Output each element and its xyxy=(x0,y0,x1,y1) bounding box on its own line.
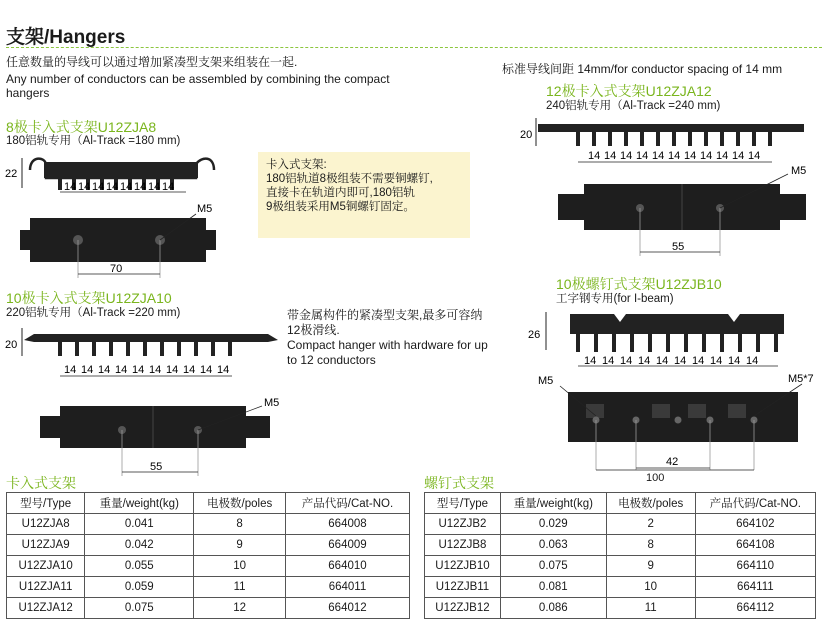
column-header: 电极数/poles xyxy=(606,493,695,514)
zja10-pitch-label: 14 xyxy=(132,364,145,376)
spacing-note: 标准导线间距 14mm/for conductor spacing of 14 mm xyxy=(502,62,783,76)
zja8-drawing xyxy=(0,148,240,288)
cell-poles: 8 xyxy=(194,514,286,535)
note-line: to 12 conductors xyxy=(287,353,376,367)
cell-cat-no: 664008 xyxy=(285,514,409,535)
table-row xyxy=(425,535,816,556)
cell-poles: 11 xyxy=(194,577,286,598)
intro-en: Any number of conductors can be assembled by combining the compact hangers xyxy=(6,72,390,100)
zja10-pitch-label: 14 xyxy=(166,364,179,376)
title-divider xyxy=(6,47,822,48)
zjb10-outer-width-label: 100 xyxy=(646,472,665,484)
zja8-m5-label: M5 xyxy=(197,203,213,215)
zjb10-pitch-label: 14 xyxy=(728,355,741,367)
note-line: 180铝轨道8极组装不需要铜螺钉, xyxy=(266,173,433,185)
zja12-title: 12极卡入式支架U12ZJA12 xyxy=(546,83,712,99)
zja10-pitch-label: 14 xyxy=(183,364,196,376)
zja8-pitch-label: 14 xyxy=(148,181,161,193)
cell-type: U12ZJA12 xyxy=(7,598,85,619)
zja8-pitch-label: 14 xyxy=(106,181,119,193)
cell-weight: 0.029 xyxy=(500,514,606,535)
cell-poles: 10 xyxy=(606,577,695,598)
zja8-pitch-label: 14 xyxy=(162,181,175,193)
zja12-teeth xyxy=(576,132,772,146)
cell-type: U12ZJB8 xyxy=(425,535,501,556)
zja8-pitch-label: 14 xyxy=(120,181,133,193)
cell-poles: 11 xyxy=(606,598,695,619)
cell-type: U12ZJA9 xyxy=(7,535,85,556)
note-hardware xyxy=(287,308,527,368)
cell-weight: 0.059 xyxy=(85,577,194,598)
zjb10-pitch-label: 14 xyxy=(746,355,759,367)
cell-weight: 0.042 xyxy=(85,535,194,556)
zjb10-pitch-label: 14 xyxy=(692,355,705,367)
zjb10-pitch-label: 14 xyxy=(638,355,651,367)
zja12-pitch-label: 14 xyxy=(748,150,761,162)
cell-cat-no: 664009 xyxy=(285,535,409,556)
zja10-drawing xyxy=(0,320,285,480)
zjb10-inner-width-label: 42 xyxy=(666,456,679,468)
cell-type: U12ZJA8 xyxy=(7,514,85,535)
column-header: 产品代码/Cat-NO. xyxy=(695,493,815,514)
cell-poles: 10 xyxy=(194,556,286,577)
zjb10-teeth xyxy=(576,334,778,352)
table-row xyxy=(7,535,410,556)
note-line: 直接卡在轨道内即可,180铝轨 xyxy=(266,187,415,199)
note-line: 带金属构件的紧凑型支架,最多可容纳 xyxy=(287,308,483,322)
zjb10-pitch-label: 14 xyxy=(584,355,597,367)
zja12-pitch-label: 14 xyxy=(684,150,697,162)
zja10-subtitle: 220铝轨专用（Al-Track =220 mm) xyxy=(6,307,181,319)
cell-cat-no: 664102 xyxy=(695,514,815,535)
zjb10-pitch-label: 14 xyxy=(656,355,669,367)
zja12-drawing xyxy=(512,112,824,262)
table-row xyxy=(7,556,410,577)
table-row xyxy=(425,577,816,598)
zja12-pitch-label: 14 xyxy=(620,150,633,162)
zja10-pitch-label: 14 xyxy=(200,364,213,376)
zja12-pitch-label: 14 xyxy=(700,150,713,162)
cell-weight: 0.075 xyxy=(500,556,606,577)
column-header: 型号/Type xyxy=(7,493,85,514)
cell-poles: 8 xyxy=(606,535,695,556)
cell-type: U12ZJB2 xyxy=(425,514,501,535)
cell-weight: 0.055 xyxy=(85,556,194,577)
zja12-pitch-label: 14 xyxy=(732,150,745,162)
table-right-title: 螺钉式支架 xyxy=(424,475,494,491)
zja12-pitch-label: 14 xyxy=(604,150,617,162)
note-line: 卡入式支架: xyxy=(266,159,327,171)
table-snap-in xyxy=(6,492,410,619)
zja8-height-label: 22 xyxy=(5,168,18,180)
column-header: 产品代码/Cat-NO. xyxy=(285,493,409,514)
cell-cat-no: 664112 xyxy=(695,598,815,619)
cell-cat-no: 664108 xyxy=(695,535,815,556)
zja12-pitch-label: 14 xyxy=(588,150,601,162)
zja8-pitch-label: 14 xyxy=(78,181,91,193)
table-row xyxy=(425,556,816,577)
zja8-width-label: 70 xyxy=(110,263,123,275)
zja8-pitch-label: 14 xyxy=(64,181,77,193)
cell-type: U12ZJB12 xyxy=(425,598,501,619)
zja8-subtitle: 180铝轨专用（Al-Track =180 mm) xyxy=(6,135,181,147)
cell-cat-no: 664012 xyxy=(285,598,409,619)
zjb10-m5-right-label: M5*7 xyxy=(788,373,814,385)
note-line: 9极组装采用M5铜螺钉固定。 xyxy=(266,201,415,213)
zjb10-drawing xyxy=(512,304,828,476)
cell-weight: 0.081 xyxy=(500,577,606,598)
cell-poles: 9 xyxy=(194,535,286,556)
zja12-pitch-label: 14 xyxy=(636,150,649,162)
cell-poles: 12 xyxy=(194,598,286,619)
cell-cat-no: 664010 xyxy=(285,556,409,577)
zja10-pitch-label: 14 xyxy=(115,364,128,376)
zja8-pitch-label: 14 xyxy=(92,181,105,193)
zjb10-pitch-label: 14 xyxy=(710,355,723,367)
cell-weight: 0.041 xyxy=(85,514,194,535)
cell-type: U12ZJB10 xyxy=(425,556,501,577)
zja10-pitch-label: 14 xyxy=(81,364,94,376)
cell-type: U12ZJA11 xyxy=(7,577,85,598)
zja10-pitch-label: 14 xyxy=(98,364,111,376)
zja8-title: 8极卡入式支架U12ZJA8 xyxy=(6,119,157,135)
table-row xyxy=(7,514,410,535)
column-header: 电极数/poles xyxy=(194,493,286,514)
cell-weight: 0.075 xyxy=(85,598,194,619)
zja10-height-label: 20 xyxy=(5,339,18,351)
zjb10-subtitle: 工字钢专用(for I-beam) xyxy=(556,293,674,305)
table-header-row xyxy=(425,493,816,514)
cell-poles: 2 xyxy=(606,514,695,535)
column-header: 重量/weight(kg) xyxy=(85,493,194,514)
table-left-title: 卡入式支架 xyxy=(6,475,76,491)
table-row xyxy=(425,514,816,535)
table-row xyxy=(7,598,410,619)
zja12-subtitle: 240铝轨专用（Al-Track =240 mm) xyxy=(546,100,721,112)
zja10-pitch-label: 14 xyxy=(64,364,77,376)
column-header: 型号/Type xyxy=(425,493,501,514)
zjb10-pitch-label: 14 xyxy=(602,355,615,367)
zja10-pitch-label: 14 xyxy=(149,364,162,376)
zjb10-pitch-label: 14 xyxy=(620,355,633,367)
note-line: 12极滑线. xyxy=(287,323,340,337)
zja12-width-label: 55 xyxy=(672,241,685,253)
zjb10-height-label: 26 xyxy=(528,329,541,341)
cell-type: U12ZJB11 xyxy=(425,577,501,598)
zja10-pitch-label: 14 xyxy=(217,364,230,376)
zjb10-title: 10极螺钉式支架U12ZJB10 xyxy=(556,276,722,292)
intro-cn: 任意数量的导线可以通过增加紧凑型支架来组装在一起. xyxy=(6,55,298,69)
zja12-pitch-label: 14 xyxy=(652,150,665,162)
column-header: 重量/weight(kg) xyxy=(500,493,606,514)
page-title: 支架/Hangers xyxy=(6,27,126,48)
zja10-m5-label: M5 xyxy=(264,397,280,409)
cell-weight: 0.063 xyxy=(500,535,606,556)
zja12-height-label: 20 xyxy=(520,129,533,141)
zjb10-pitch-label: 14 xyxy=(674,355,687,367)
zja10-title: 10极卡入式支架U12ZJA10 xyxy=(6,290,172,306)
zja10-width-label: 55 xyxy=(150,461,163,473)
table-row xyxy=(425,598,816,619)
cell-weight: 0.086 xyxy=(500,598,606,619)
zja10-teeth xyxy=(58,342,232,356)
cell-cat-no: 664111 xyxy=(695,577,815,598)
note-snap-in xyxy=(258,152,470,238)
cell-cat-no: 664110 xyxy=(695,556,815,577)
zja12-pitch-label: 14 xyxy=(716,150,729,162)
table-header-row xyxy=(7,493,410,514)
zja12-pitch-label: 14 xyxy=(668,150,681,162)
cell-cat-no: 664011 xyxy=(285,577,409,598)
cell-poles: 9 xyxy=(606,556,695,577)
zja8-pitch-label: 14 xyxy=(134,181,147,193)
zjb10-m5-left-label: M5 xyxy=(538,375,554,387)
note-line: Compact hanger with hardware for up xyxy=(287,338,488,352)
table-row xyxy=(7,577,410,598)
table-screw xyxy=(424,492,816,619)
zja12-m5-label: M5 xyxy=(791,165,807,177)
cell-type: U12ZJA10 xyxy=(7,556,85,577)
